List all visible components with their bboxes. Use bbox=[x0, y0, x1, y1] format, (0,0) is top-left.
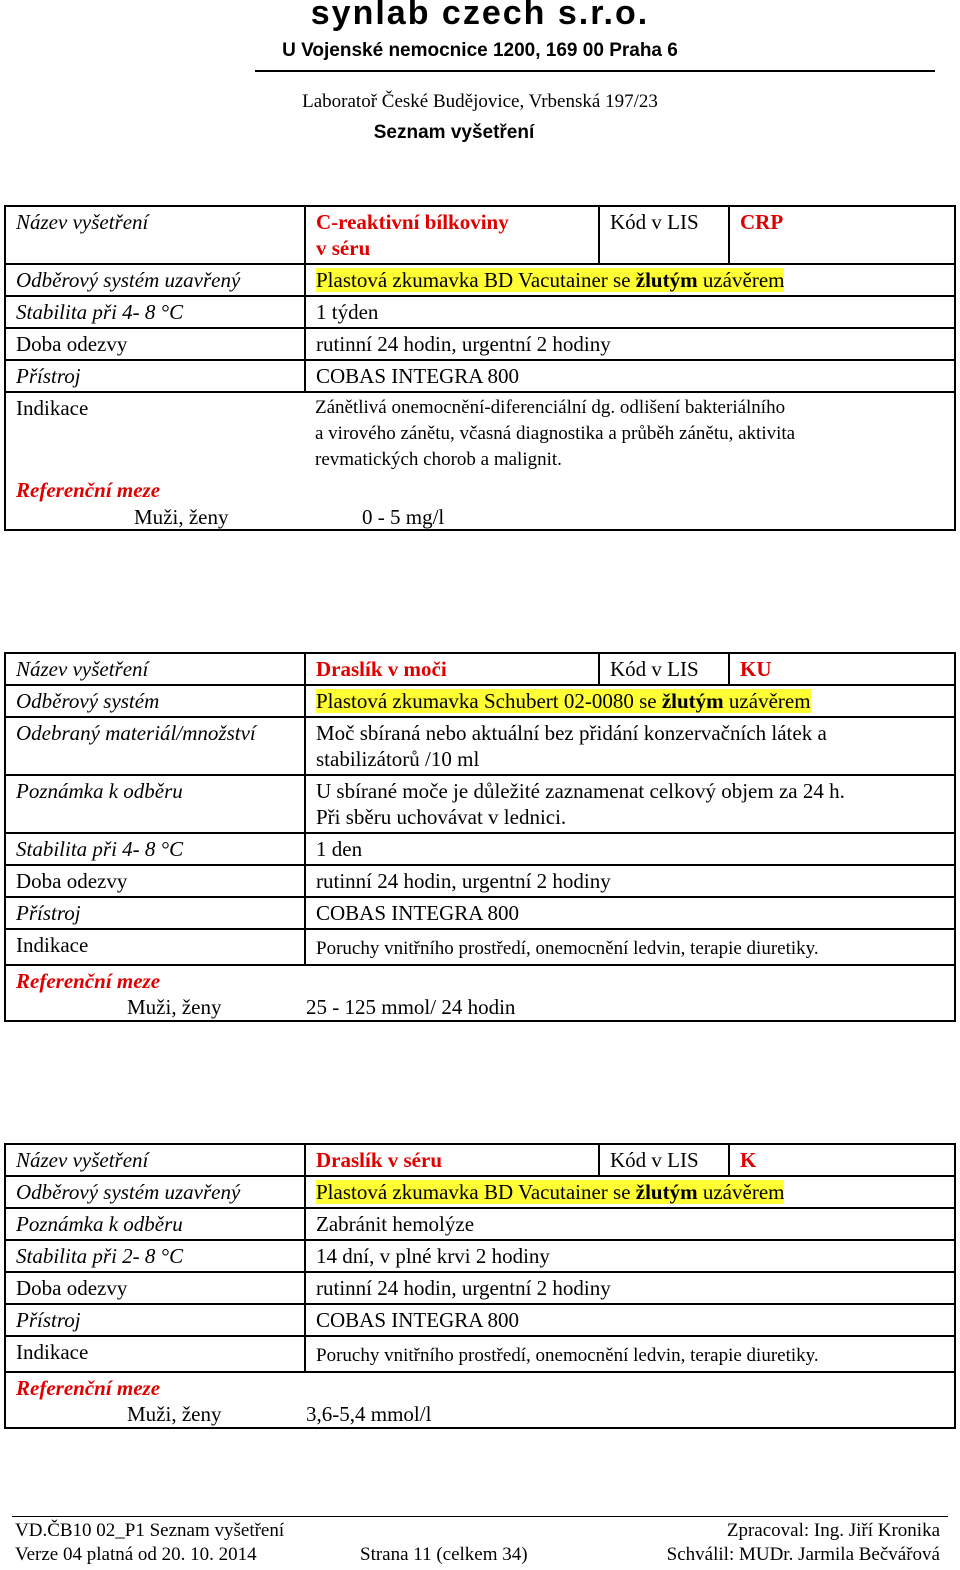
label-code: Kód v LIS bbox=[599, 653, 729, 685]
label-collection: Odběrový systém bbox=[5, 685, 305, 717]
label-note: Poznámka k odběru bbox=[5, 775, 305, 833]
label-men-women: Muži, ženy bbox=[127, 1402, 222, 1426]
label-note: Poznámka k odběru bbox=[5, 1208, 305, 1240]
footer-page: Strana 11 (celkem 34) bbox=[360, 1544, 528, 1565]
reference-value: 25 - 125 mmol/ 24 hodin bbox=[306, 995, 516, 1019]
test-name: C-reaktivní bílkoviny v séru bbox=[305, 206, 599, 264]
label-response: Doba odezvy bbox=[5, 1272, 305, 1304]
test-table-crp bbox=[4, 205, 956, 531]
instrument-value: COBAS INTEGRA 800 bbox=[305, 1304, 955, 1336]
stability-value: 1 den bbox=[305, 833, 955, 865]
indication-value: Poruchy vnitřního prostředí, onemocnění ledvin, terapie diuretiky. bbox=[305, 929, 955, 965]
collection-tube: Plastová zkumavka BD Vacutainer se žlutým uzávěrem bbox=[305, 1176, 955, 1208]
reference-value: 0 - 5 mg/l bbox=[362, 505, 445, 529]
label-response: Doba odezvy bbox=[5, 328, 305, 360]
label-stability: Stabilita při 2- 8 °C bbox=[5, 1240, 305, 1272]
note-value: Zabránit hemolýze bbox=[305, 1208, 955, 1240]
test-name: Draslík v moči bbox=[305, 653, 599, 685]
footer-doc-id: VD.ČB10 02_P1 Seznam vyšetření bbox=[15, 1520, 285, 1541]
material-value: Moč sbíraná nebo aktuální bez přidání konzervačních látek a stabilizátorů /10 ml bbox=[305, 717, 955, 775]
footer-version: Verze 04 platná od 20. 10. 2014 bbox=[15, 1544, 257, 1565]
label-reference: Referenční meze bbox=[16, 1376, 161, 1400]
label-men-women: Muži, ženy bbox=[134, 505, 229, 529]
row-name bbox=[5, 206, 955, 264]
footer-rule bbox=[12, 1516, 948, 1517]
label-indication: Indikace bbox=[5, 1336, 305, 1372]
label-name: Název vyšetření bbox=[5, 206, 305, 264]
label-collection: Odběrový systém uzavřený bbox=[5, 264, 305, 296]
lis-code: CRP bbox=[729, 206, 955, 264]
label-instrument: Přístroj bbox=[5, 897, 305, 929]
header-rule bbox=[255, 70, 935, 72]
footer-prepared: Zpracoval: Ing. Jiří Kronika bbox=[726, 1520, 940, 1541]
label-stability: Stabilita při 4- 8 °C bbox=[5, 833, 305, 865]
label-collection: Odběrový systém uzavřený bbox=[5, 1176, 305, 1208]
label-instrument: Přístroj bbox=[5, 360, 305, 392]
label-instrument: Přístroj bbox=[5, 1304, 305, 1336]
company-name: synlab czech s.r.o. bbox=[310, 0, 650, 32]
test-table-ku bbox=[4, 652, 956, 1022]
response-value: rutinní 24 hodin, urgentní 2 hodiny bbox=[305, 1272, 955, 1304]
collection-tube: Plastová zkumavka Schubert 02-0080 se žlutým uzávěrem bbox=[305, 685, 955, 717]
test-table-k bbox=[4, 1143, 956, 1429]
reference-cell bbox=[5, 475, 955, 530]
instrument-value: COBAS INTEGRA 800 bbox=[305, 897, 955, 929]
lab-address: Laboratoř České Budějovice, Vrbenská 197/23 bbox=[302, 91, 658, 112]
label-name: Název vyšetření bbox=[5, 1144, 305, 1176]
label-name: Název vyšetření bbox=[5, 653, 305, 685]
label-indication: Indikace bbox=[5, 929, 305, 965]
response-value: rutinní 24 hodin, urgentní 2 hodiny bbox=[305, 865, 955, 897]
label-men-women: Muži, ženy bbox=[127, 995, 222, 1019]
label-reference: Referenční meze bbox=[16, 969, 161, 993]
footer-approved: Schválil: MUDr. Jarmila Bečvářová bbox=[666, 1544, 940, 1565]
label-reference: Referenční meze bbox=[16, 478, 161, 502]
lis-code: KU bbox=[729, 653, 955, 685]
page-title: Seznam vyšetření bbox=[373, 122, 535, 143]
label-stability: Stabilita při 4- 8 °C bbox=[5, 296, 305, 328]
label-response: Doba odezvy bbox=[5, 865, 305, 897]
label-code: Kód v LIS bbox=[599, 1144, 729, 1176]
label-material: Odebraný materiál/množství bbox=[5, 717, 305, 775]
reference-cell bbox=[5, 965, 955, 1021]
indication-value: Poruchy vnitřního prostředí, onemocnění ledvin, terapie diuretiky. bbox=[305, 1336, 955, 1372]
stability-value: 14 dní, v plné krvi 2 hodiny bbox=[305, 1240, 955, 1272]
stability-value: 1 týden bbox=[305, 296, 955, 328]
label-code: Kód v LIS bbox=[599, 206, 729, 264]
instrument-value: COBAS INTEGRA 800 bbox=[305, 360, 955, 392]
reference-value: 3,6-5,4 mmol/l bbox=[306, 1402, 432, 1426]
note-value: U sbírané moče je důležité zaznamenat celkový objem za 24 h. Při sběru uchovávat v lednici. bbox=[305, 775, 955, 833]
reference-cell bbox=[5, 1372, 955, 1428]
indication-value: Zánětlivá onemocnění-diferenciální dg. odlišení bakteriálního a virového zánětu, včasná diagnostika a průběh zánětu, aktivita revmatických chorob a malignit. bbox=[305, 392, 955, 475]
lis-code: K bbox=[729, 1144, 955, 1176]
response-value: rutinní 24 hodin, urgentní 2 hodiny bbox=[305, 328, 955, 360]
test-name: Draslík v séru bbox=[305, 1144, 599, 1176]
company-address: U Vojenské nemocnice 1200, 169 00 Praha 6 bbox=[282, 40, 678, 61]
collection-tube: Plastová zkumavka BD Vacutainer se žlutým uzávěrem bbox=[305, 264, 955, 296]
label-indication: Indikace bbox=[5, 392, 305, 475]
